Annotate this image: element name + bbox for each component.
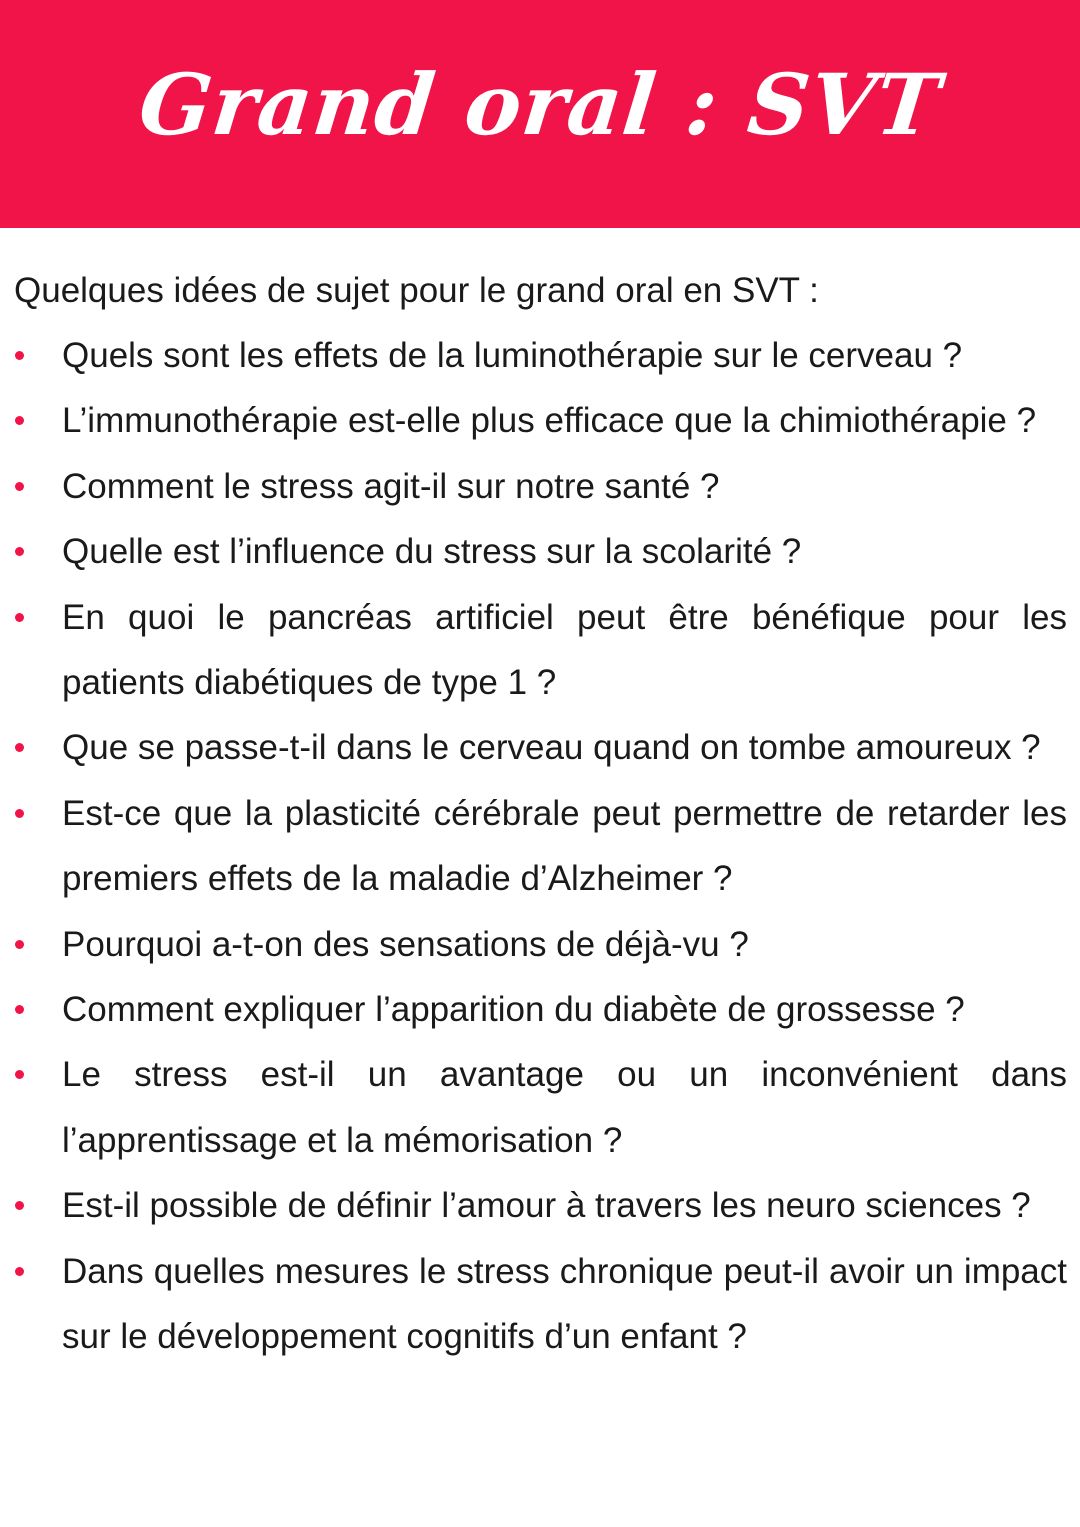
bullet-icon — [15, 743, 24, 752]
list-item — [0, 781, 1080, 912]
bullet-icon — [15, 1070, 24, 1079]
topic-text: L’immunothérapie est-elle plus efficace que la chimiothérapie ? — [62, 401, 1037, 441]
page-title: Grand oral : SVT — [134, 54, 946, 154]
topic-text: En quoi le pancréas artificiel peut être bénéfique pour les patients diabétiques de type 1 ? — [62, 597, 1067, 703]
bullet-icon — [15, 1267, 24, 1276]
list-item — [0, 1173, 1080, 1238]
topic-list — [0, 323, 1080, 1370]
topic-text: Comment le stress agit-il sur notre santé ? — [62, 466, 720, 506]
intro-text: Quelques idées de sujet pour le grand oral en SVT : — [14, 271, 819, 310]
topic-text: Quelle est l’influence du stress sur la scolarité ? — [62, 532, 802, 572]
bullet-icon — [15, 1201, 24, 1210]
topic-text: Est-il possible de définir l’amour à travers les neuro sciences ? — [62, 1186, 1031, 1226]
bullet-icon — [15, 940, 24, 949]
topic-text: Pourquoi a-t-on des sensations de déjà-vu ? — [62, 924, 749, 964]
title-banner — [0, 0, 1080, 228]
document-body — [0, 258, 1080, 1370]
bullet-icon — [15, 809, 24, 818]
list-item — [0, 1239, 1080, 1370]
topic-text: Dans quelles mesures le stress chronique peut-il avoir un impact sur le développement cognitifs d’un enfant ? — [62, 1251, 1067, 1357]
list-item — [0, 977, 1080, 1042]
bullet-icon — [15, 1005, 24, 1014]
list-item — [0, 585, 1080, 716]
list-item — [0, 519, 1080, 584]
topic-text: Est-ce que la plasticité cérébrale peut permettre de retarder les premiers effets de la maladie d’Alzheimer ? — [62, 793, 1067, 899]
topic-text: Quels sont les effets de la luminothérapie sur le cerveau ? — [62, 336, 963, 375]
bullet-icon — [15, 547, 24, 556]
topic-text: Que se passe-t-il dans le cerveau quand on tombe amoureux ? — [62, 728, 1041, 768]
topic-text: Le stress est-il un avantage ou un inconvénient dans l’apprentissage et la mémorisation ? — [62, 1055, 1067, 1160]
list-item — [0, 454, 1080, 519]
topic-text: Comment expliquer l’apparition du diabète de grossesse ? — [62, 990, 965, 1030]
bullet-icon — [15, 351, 24, 360]
list-item — [0, 715, 1080, 780]
list-item — [0, 912, 1080, 977]
bullet-icon — [15, 613, 24, 622]
bullet-icon — [15, 416, 24, 425]
list-item — [0, 323, 1080, 388]
bullet-icon — [15, 482, 24, 491]
list-item — [0, 1042, 1080, 1173]
list-item — [0, 388, 1080, 453]
